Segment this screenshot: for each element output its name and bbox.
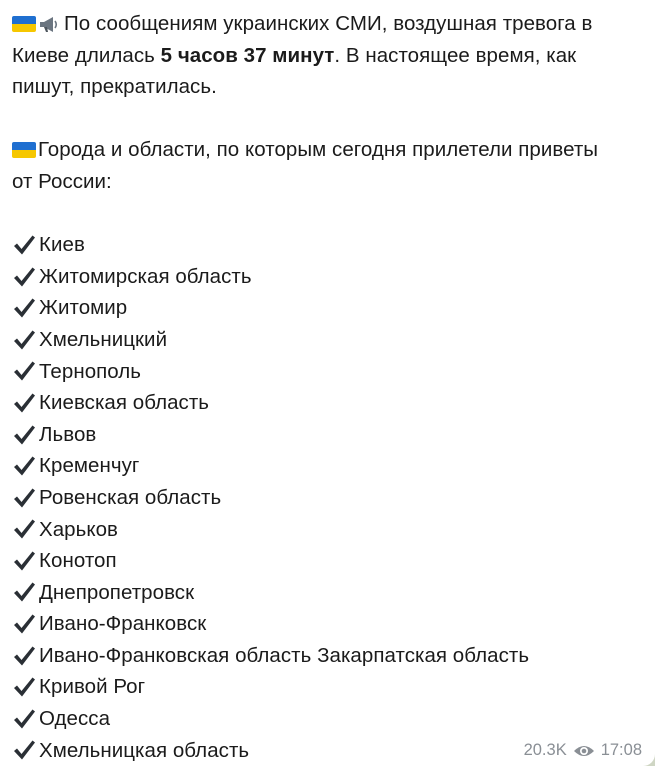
list-item-label: Хмельницкий (39, 327, 168, 351)
intro-line-2 (12, 40, 641, 72)
intro-text-2-post: . В настоящее время, как (334, 43, 577, 67)
list-item-label: Тернополь (39, 359, 142, 383)
list-item-label: Ровенская область (39, 485, 222, 509)
check-mark-icon (12, 645, 36, 667)
list-item (12, 514, 641, 546)
list-item-label: Киев (39, 233, 85, 257)
heading-text-1: Города и области, по которым сегодня прилетели приветы (38, 138, 599, 162)
message-time: 17:08 (600, 741, 642, 759)
list-item (12, 324, 641, 356)
check-mark-icon (12, 266, 36, 288)
list-item-label: Львов (39, 422, 97, 446)
intro-text-1: По сообщениям украинских СМИ, воздушная тревога в (64, 12, 593, 35)
list-item (12, 229, 641, 261)
list-item (12, 577, 641, 609)
heading-text-2: от России: (12, 169, 112, 193)
check-mark-icon (12, 392, 36, 414)
list-item-label: Харьков (39, 517, 118, 541)
check-mark-icon (12, 708, 36, 730)
list-item (12, 450, 641, 482)
list-item (12, 703, 641, 735)
intro-line-1 (12, 8, 641, 40)
check-mark-icon (12, 329, 36, 351)
check-mark-icon (12, 234, 36, 256)
list-item-label: Житомирская область (39, 264, 252, 288)
list-item (12, 292, 641, 324)
intro-text-3: пишут, прекратилась. (12, 75, 217, 99)
heading-line-2 (12, 166, 641, 198)
message-text (12, 8, 641, 766)
list-item-label: Конотоп (39, 549, 117, 573)
loudspeaker-icon (38, 14, 60, 34)
check-mark-icon (12, 360, 36, 382)
list-item (12, 545, 641, 577)
ukraine-flag-icon (12, 142, 36, 158)
city-list (12, 229, 641, 766)
check-mark-icon (12, 676, 36, 698)
check-mark-icon (12, 613, 36, 635)
list-item-label: Хмельницкая область (39, 738, 250, 762)
intro-line-3 (12, 71, 641, 103)
list-item (12, 640, 641, 672)
list-item-label: Кривой Рог (39, 675, 146, 699)
list-item (12, 608, 641, 640)
list-item (12, 482, 641, 514)
check-mark-icon (12, 550, 36, 572)
check-mark-icon (12, 424, 36, 446)
list-item (12, 387, 641, 419)
ukraine-flag-icon (12, 16, 36, 32)
message-meta (524, 741, 642, 760)
check-mark-icon (12, 518, 36, 540)
list-item-label: Ивано-Франковск (39, 612, 207, 636)
list-item-label: Днепропетровск (39, 580, 195, 604)
check-mark-icon (12, 739, 36, 761)
check-mark-icon (12, 581, 36, 603)
list-item (12, 356, 641, 388)
list-item-label: Кременчуг (39, 454, 140, 478)
eye-icon (573, 744, 595, 758)
heading-line-1 (12, 134, 641, 166)
list-item-label: Житомир (39, 296, 128, 320)
view-count: 20.3K (523, 741, 567, 759)
list-item (12, 671, 641, 703)
intro-text-2-pre: Киеве длилась (12, 43, 161, 67)
list-item (12, 261, 641, 293)
list-item-label: Ивано-Франковская область Закарпатская область (39, 643, 530, 667)
check-mark-icon (12, 297, 36, 319)
check-mark-icon (12, 455, 36, 477)
intro-duration: 5 часов 37 минут (160, 43, 335, 67)
check-mark-icon (12, 487, 36, 509)
list-item-label: Одесса (39, 707, 111, 731)
list-item (12, 419, 641, 451)
list-item-label: Киевская область (39, 391, 210, 415)
